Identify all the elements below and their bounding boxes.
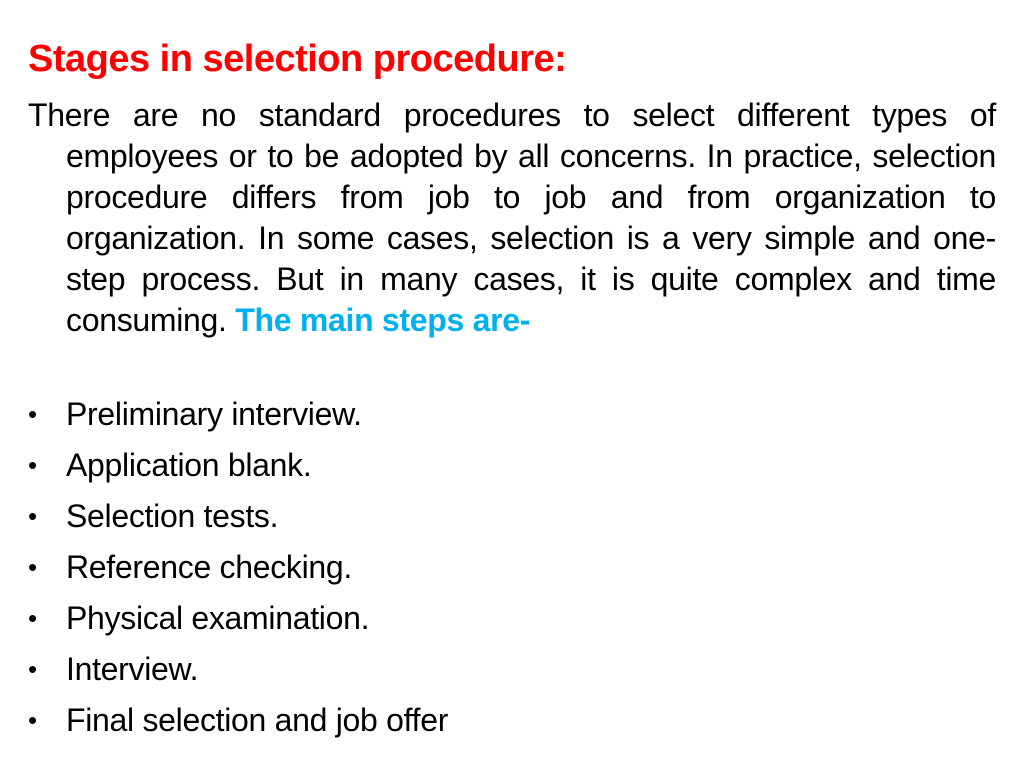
intro-paragraph <box>28 95 996 341</box>
step-label: Reference checking. <box>66 549 353 585</box>
step-label: Final selection and job offer <box>66 702 449 738</box>
step-label: Selection tests. <box>66 498 279 534</box>
bullet-icon: • <box>28 552 37 582</box>
step-label: Preliminary interview. <box>66 396 362 432</box>
bullet-icon: • <box>28 603 37 633</box>
step-item <box>28 440 996 491</box>
step-label: Interview. <box>66 651 199 687</box>
slide-title: Stages in selection procedure: <box>28 38 567 80</box>
step-item <box>28 695 996 746</box>
step-item <box>28 593 996 644</box>
main-steps-heading: The main steps are- <box>235 302 531 338</box>
step-item <box>28 542 996 593</box>
step-item <box>28 491 996 542</box>
bullet-icon: • <box>28 501 37 531</box>
step-item <box>28 644 996 695</box>
bullet-icon: • <box>28 654 37 684</box>
step-item <box>28 389 996 440</box>
bullet-icon: • <box>28 399 37 429</box>
steps-list <box>28 389 996 746</box>
step-label: Physical examination. <box>66 600 370 636</box>
bullet-icon: • <box>28 450 37 480</box>
bullet-icon: • <box>28 705 37 735</box>
step-label: Application blank. <box>66 447 312 483</box>
intro-text: There are no standard procedures to select different types of employees or to be adopted by all concerns. In practice, selection procedure differs from job to job and from organization to organization. In some cases, selection is a very simple and one-step process. But in many cases, it is quite complex and time consuming. <box>28 97 996 338</box>
